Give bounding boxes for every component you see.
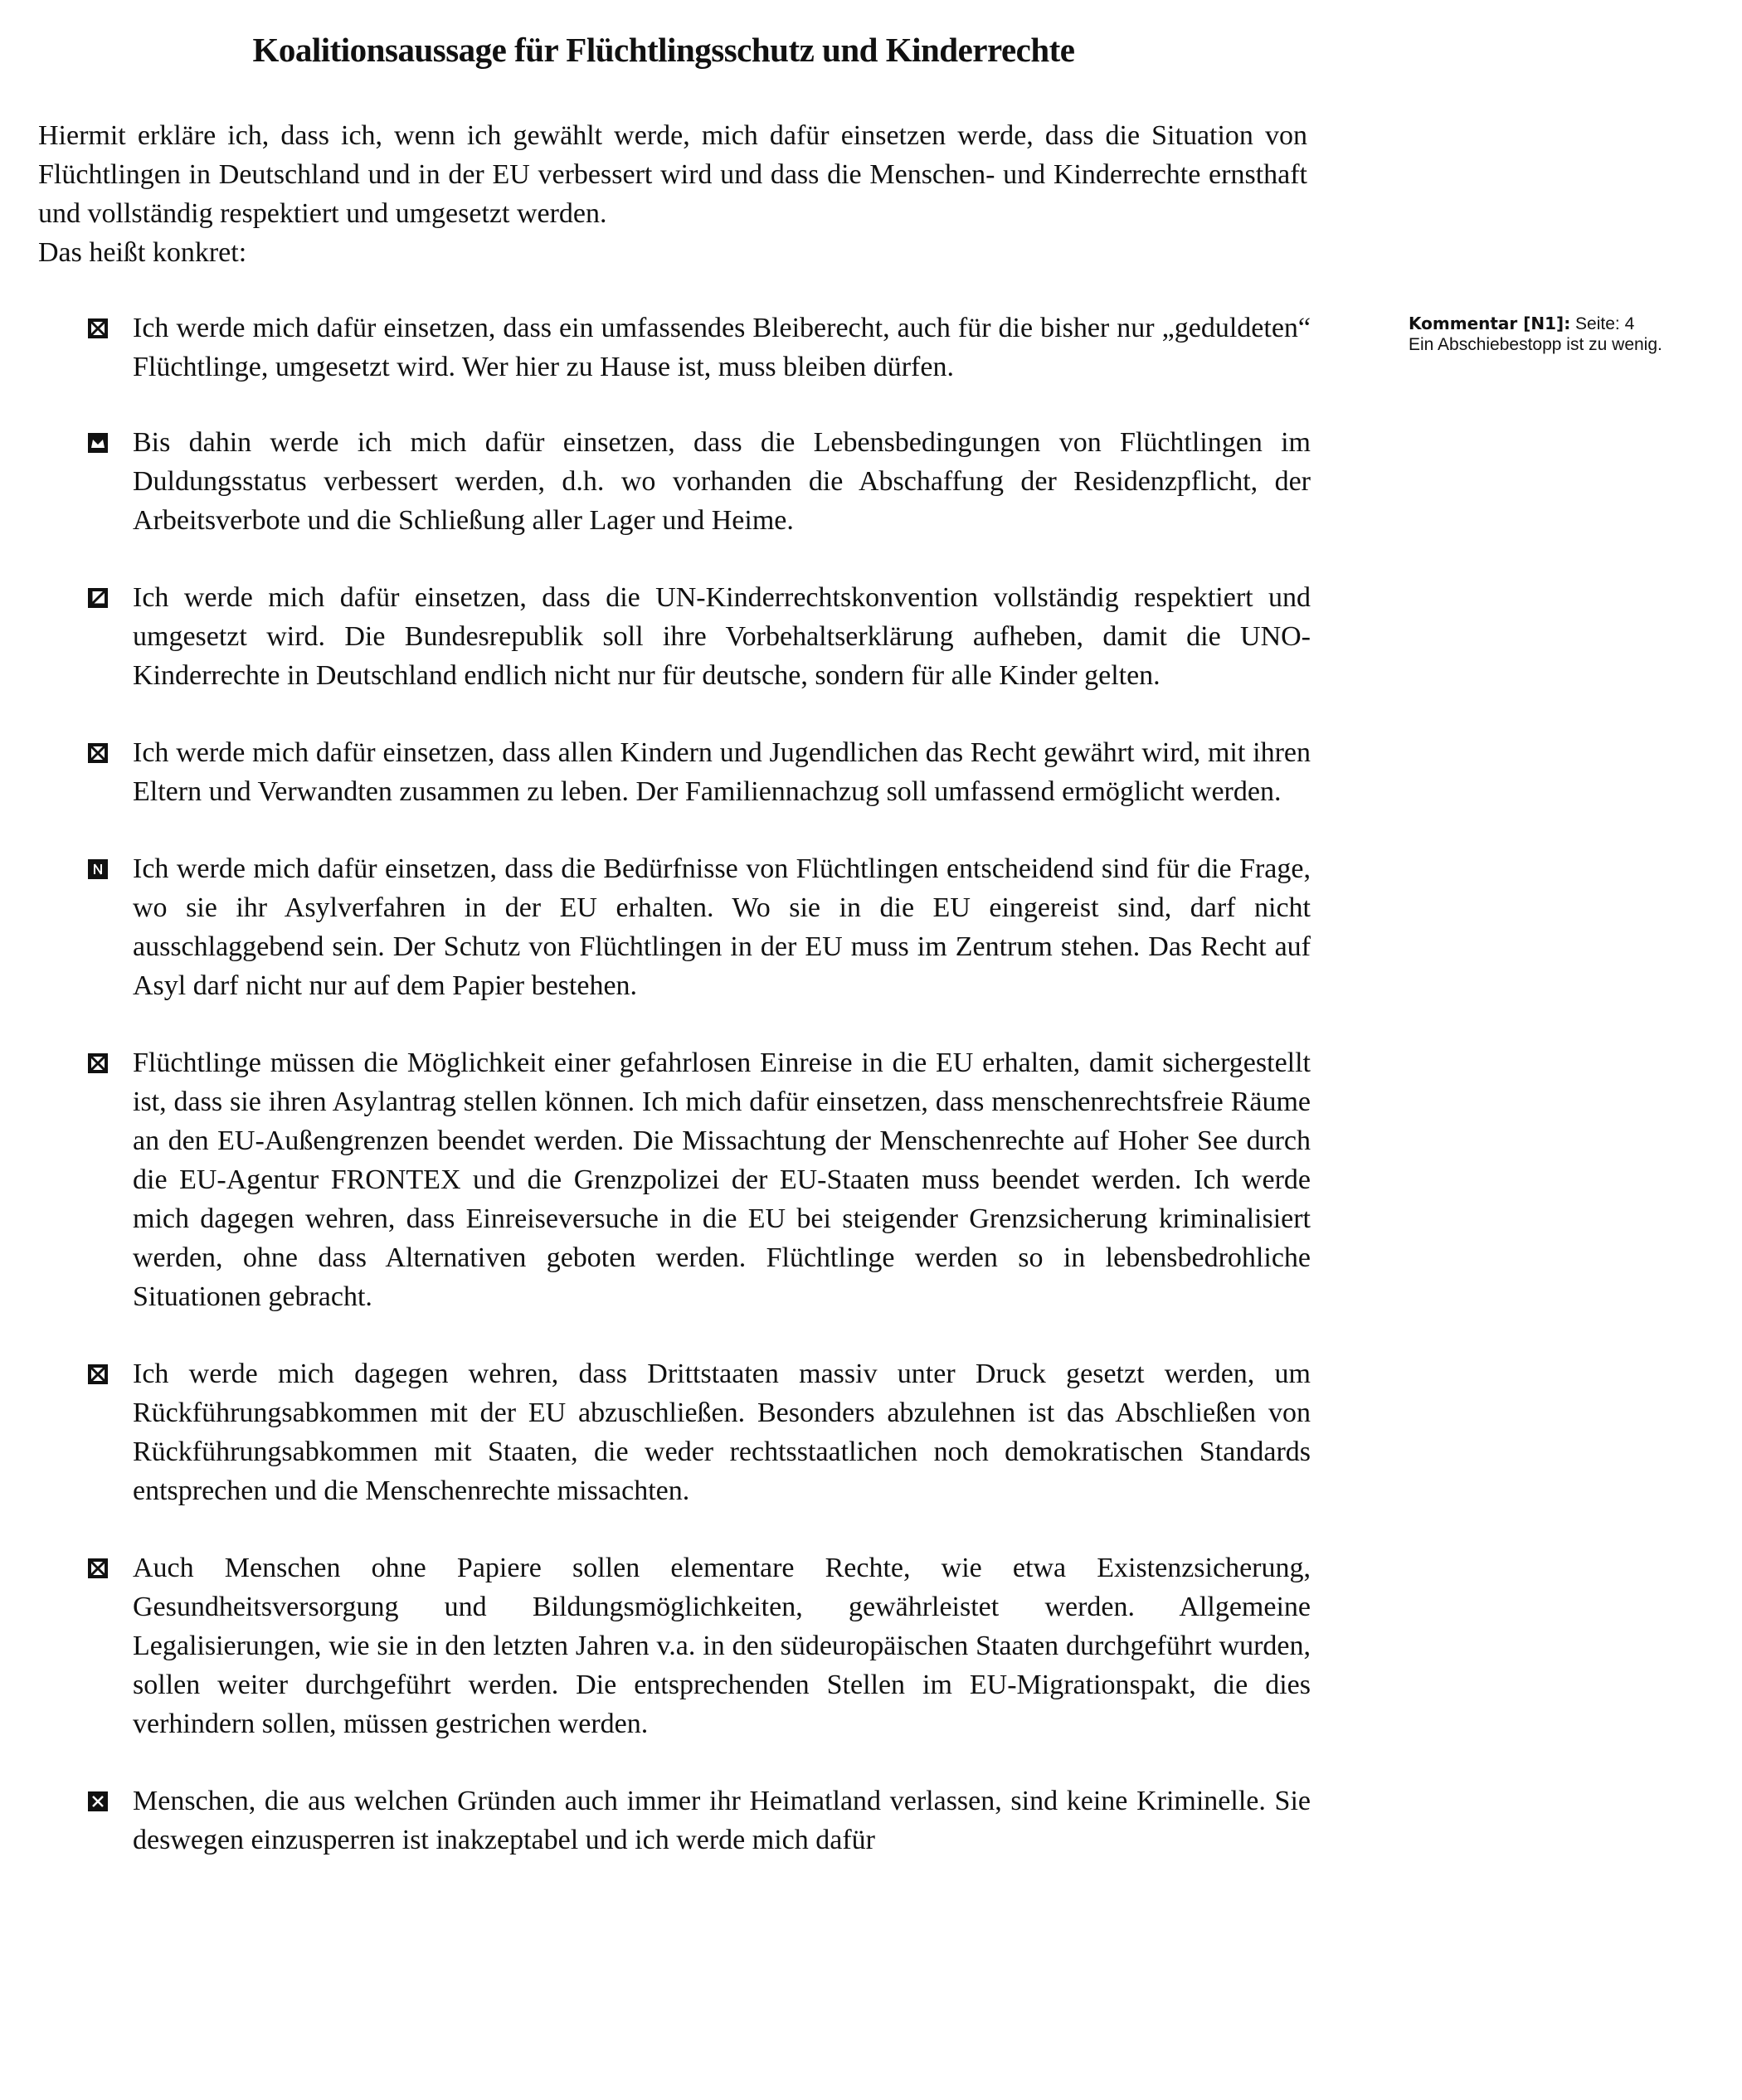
intro-paragraph: Hiermit erkläre ich, dass ich, wenn ich gewählt werde, mich dafür einsetzen werde, dass die Situation von Flüchtlingen in Deutschland und in der EU verbessert wird und dass die Menschen- und Kinderrechte ernsthaft und vollständig respektiert und umgesetzt werden. <box>38 120 1307 229</box>
pledge-text: Ich werde mich dafür einsetzen, dass die UN-Kinderrechtskonvention vollständig respektiert und umgesetzt wird. Die Bundesrepublik soll ihre Vorbehaltserklärung aufheben, damit die UNO-Kinderrechte in Deutschland endlich nicht nur für deutsche, sondern für alle Kinder gelten. <box>133 582 1311 691</box>
pledge-text: Auch Menschen ohne Papiere sollen elementare Rechte, wie etwa Existenzsicherung, Gesundheitsversorgung und Bildungsmöglichkeiten, gewährleistet werden. Allgemeine Legalisierungen, wie sie in den letzten Jahren v.a. in den südeuropäischen Staaten durchgeführt wurden, sollen weiter durchgeführt werden. Die entsprechenden Stellen im EU-Migrationspakt, die dies verhindern sollen, müssen gestrichen werden. <box>133 1553 1311 1739</box>
checkbox-checked-icon[interactable] <box>88 859 108 879</box>
comment-page: Seite: 4 <box>1575 314 1635 333</box>
pledge-item <box>83 423 1311 540</box>
pledge-item <box>83 1782 1311 1859</box>
intro-lead: Das heißt konkret: <box>38 237 247 268</box>
pledge-text: Ich werde mich dafür einsetzen, dass allen Kindern und Jugendlichen das Recht gewährt wird, mit ihren Eltern und Verwandten zusammen zu leben. Der Familiennachzug soll umfassend ermöglicht werden. <box>133 737 1311 807</box>
margin-comment[interactable] <box>1409 314 1740 355</box>
checkbox-checked-icon[interactable] <box>88 1053 108 1073</box>
pledge-text: Ich werde mich dafür einsetzen, dass ein umfassendes Bleiberecht, auch für die bisher nur „geduldeten“ Flüchtlinge, umgesetzt wird. Wer hier zu Hause ist, muss bleiben dürfen. <box>133 313 1311 382</box>
pledge-item <box>83 1043 1311 1316</box>
pledge-item <box>83 309 1311 386</box>
checkbox-checked-icon[interactable] <box>88 743 108 763</box>
pledge-text: Flüchtlinge müssen die Möglichkeit einer gefahrlosen Einreise in die EU erhalten, damit sichergestellt ist, dass sie ihren Asylantrag stellen können. Ich mich dafür einsetzen, dass menschenrechtsfreie Räume an den EU-Außengrenzen beendet werden. Die Missachtung der Menschenrechte auf Hoher See durch die EU-Agentur FRONTEX und die Grenzpolizei der EU-Staaten muss beendet werden. Ich werde mich dagegen wehren, dass Einreiseversuche in die EU bei steigender Grenzsicherung kriminalisiert werden, ohne dass Alternativen geboten werden. Flüchtlinge werden so in lebensbedrohliche Situationen gebracht. <box>133 1048 1311 1312</box>
checkbox-checked-icon[interactable] <box>88 433 108 453</box>
intro-section <box>38 116 1307 272</box>
pledge-text: Ich werde mich dagegen wehren, dass Drittstaaten massiv unter Druck gesetzt werden, um Rückführungsabkommen mit der EU abzuschließen. Besonders abzulehnen ist das Abschließen von Rückführungsabkommen mit Staaten, die weder rechtsstaatlichen noch demokratischen Standards entsprechen und die Menschenrechte missachten. <box>133 1359 1311 1506</box>
pledge-text: Menschen, die aus welchen Gründen auch immer ihr Heimatland verlassen, sind keine Kriminelle. Sie deswegen einzusperren ist inakzeptabel und ich werde mich dafür <box>133 1786 1311 1855</box>
pledge-item <box>83 1354 1311 1510</box>
checkbox-checked-icon[interactable] <box>88 1364 108 1384</box>
comment-text: Ein Abschiebestopp ist zu wenig. <box>1409 335 1662 354</box>
checkbox-checked-icon[interactable] <box>88 1558 108 1578</box>
pledge-text: Ich werde mich dafür einsetzen, dass die Bedürfnisse von Flüchtlingen entscheidend sind für die Frage, wo sie ihr Asylverfahren in der EU erhalten. Wo sie in die EU eingereist sind, darf nicht ausschlaggebend sein. Der Schutz von Flüchtlingen in der EU muss im Zentrum stehen. Das Recht auf Asyl darf nicht nur auf dem Papier bestehen. <box>133 853 1311 1001</box>
checkbox-checked-icon[interactable] <box>88 1791 108 1811</box>
checkbox-checked-icon[interactable] <box>88 588 108 608</box>
pledge-item <box>83 849 1311 1005</box>
pledge-item <box>83 1548 1311 1743</box>
pledge-item <box>83 733 1311 811</box>
pledge-list <box>83 309 1311 1898</box>
checkbox-checked-icon[interactable] <box>88 318 108 338</box>
pledge-text: Bis dahin werde ich mich dafür einsetzen, dass die Lebensbedingungen von Flüchtlingen im Duldungsstatus verbessert werden, d.h. wo vorhanden die Abschaffung der Residenzpflicht, der Arbeitsverbote und die Schließung aller Lager und Heime. <box>133 427 1311 536</box>
document-title: Koalitionsaussage für Flüchtlingsschutz und Kinderrechte <box>252 31 1075 69</box>
comment-label: Kommentar [N1]: <box>1409 314 1571 333</box>
pledge-item <box>83 578 1311 695</box>
